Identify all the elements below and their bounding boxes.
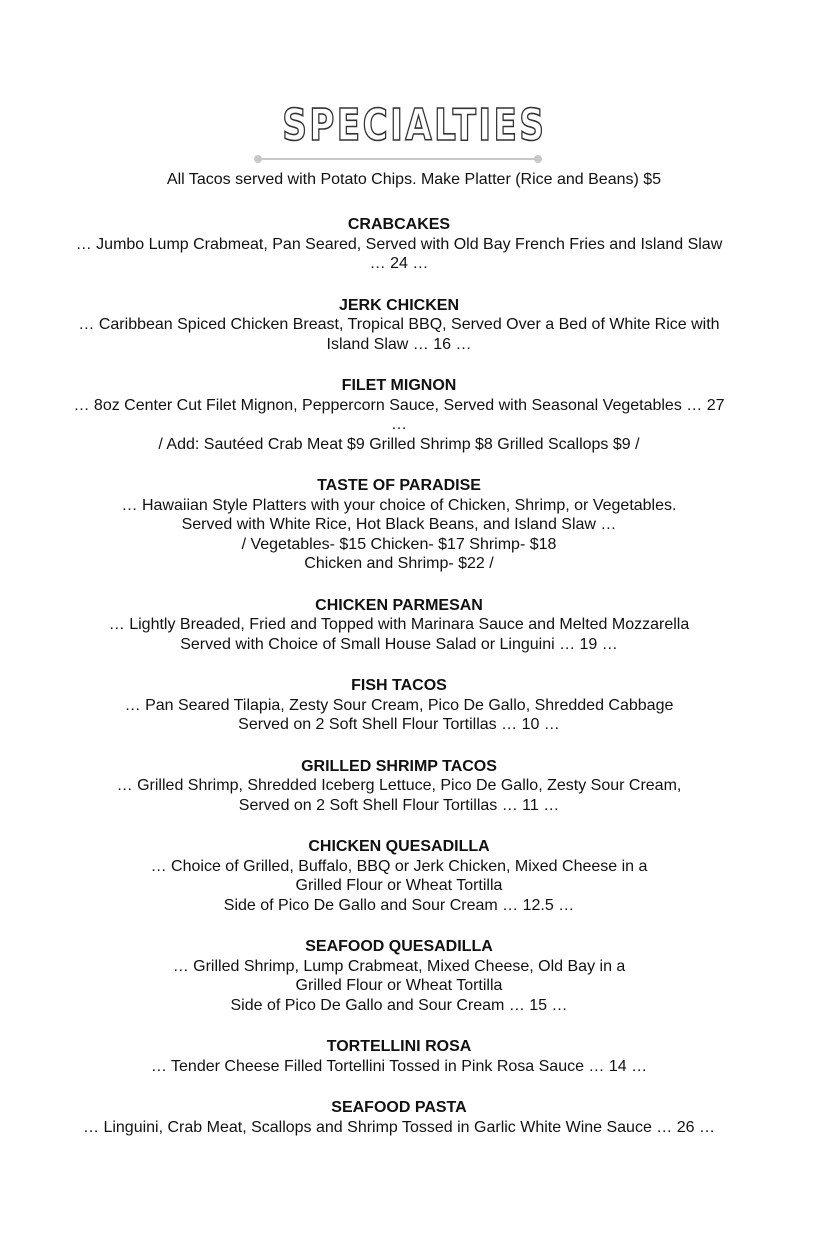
menu-item-name: FILET MIGNON — [341, 377, 457, 394]
menu-item-description: … Pan Seared Tilapia, Zesty Sour Cream, Pico De Gallo, Shredded Cabbage — [124, 696, 674, 714]
menu-item-name: SEAFOOD PASTA — [331, 1099, 467, 1116]
menu-item-description: … 8oz Center Cut Filet Mignon, Peppercorn Sauce, Served with Seasonal Vegetables … 27 … — [73, 396, 725, 433]
menu-item-description: Served on 2 Soft Shell Flour Tortillas … 10 … — [238, 716, 560, 733]
menu-item — [70, 937, 728, 1015]
menu-item-name: FISH TACOS — [351, 677, 447, 694]
menu-item-description: … Caribbean Spiced Chicken Breast, Tropical BBQ, Served Over a Bed of White Rice with Island Slaw … 16 … — [78, 316, 720, 353]
menu-item — [70, 596, 728, 655]
menu-item — [70, 1037, 728, 1076]
menu-item-description: … Choice of Grilled, Buffalo, BBQ or Jerk Chicken, Mixed Cheese in a — [150, 857, 648, 875]
menu-item-description: … Grilled Shrimp, Lump Crabmeat, Mixed Cheese, Old Bay in a — [172, 957, 626, 975]
menu-item — [70, 376, 728, 454]
menu-item-name: CHICKEN QUESADILLA — [308, 838, 490, 855]
menu-item-name: CRABCAKES — [347, 216, 451, 233]
menu-item — [70, 837, 728, 915]
menu-item-name: TORTELLINI ROSA — [326, 1038, 472, 1055]
menu-item — [70, 476, 728, 574]
menu-item-description: Grilled Flour or Wheat Tortilla — [295, 877, 503, 894]
menu-item-description: Side of Pico De Gallo and Sour Cream … 12.5 … — [223, 896, 575, 914]
intro-note: All Tacos served with Potato Chips. Make Platter (Rice and Beans) $5 — [166, 171, 662, 188]
divider-dot-left — [254, 155, 262, 163]
menu-item — [70, 1098, 728, 1137]
menu-items — [70, 215, 728, 1159]
menu-item — [70, 215, 728, 274]
menu-item-description: … Tender Cheese Filled Tortellini Tossed in Pink Rosa Sauce … 14 … — [150, 1057, 648, 1075]
menu-item-name: JERK CHICKEN — [338, 296, 459, 314]
menu-item-description: Grilled Flour or Wheat Tortilla — [295, 977, 503, 994]
divider-dot-right — [534, 155, 542, 163]
title-divider — [254, 154, 542, 164]
menu-item-description: Served with Choice of Small House Salad or Linguini … 19 … — [180, 635, 618, 653]
menu-item-description: / Vegetables- $15 Chicken- $17 Shrimp- $18 — [241, 535, 557, 553]
menu-item-name: CHICKEN PARMESAN — [315, 596, 483, 614]
menu-item — [70, 296, 728, 355]
menu-item-description: … Lightly Breaded, Fried and Topped with Marinara Sauce and Melted Mozzarella — [108, 616, 690, 633]
menu-item-name: TASTE OF PARADISE — [317, 477, 481, 494]
menu-item-description: / Add: Sautéed Crab Meat $9 Grilled Shrimp $8 Grilled Scallops $9 / — [158, 435, 640, 453]
page-title: SPECIALTIES — [281, 100, 547, 151]
menu-item-name: SEAFOOD QUESADILLA — [305, 938, 493, 955]
menu-item — [70, 676, 728, 735]
menu-item-description: … Hawaiian Style Platters with your choice of Chicken, Shrimp, or Vegetables. — [121, 496, 677, 514]
menu-item — [70, 757, 728, 816]
menu-item-description: Served with White Rice, Hot Black Beans, and Island Slaw … — [181, 516, 617, 533]
title-wrap — [0, 100, 828, 152]
menu-item-description: … Grilled Shrimp, Shredded Iceberg Lettuce, Pico De Gallo, Zesty Sour Cream, — [116, 777, 682, 794]
menu-item-description: … Linguini, Crab Meat, Scallops and Shrimp Tossed in Garlic White Wine Sauce … 26 … — [83, 1118, 715, 1136]
menu-item-description: Chicken and Shrimp- $22 / — [304, 555, 494, 572]
divider-line — [258, 158, 538, 160]
menu-item-description: Served on 2 Soft Shell Flour Tortillas … 11 … — [238, 796, 560, 814]
menu-item-name: GRILLED SHRIMP TACOS — [301, 757, 497, 775]
menu-item-description: … Jumbo Lump Crabmeat, Pan Seared, Served with Old Bay French Fries and Island Slaw … 24 … — [75, 235, 723, 272]
menu-item-description: Side of Pico De Gallo and Sour Cream … 15 … — [230, 996, 568, 1014]
